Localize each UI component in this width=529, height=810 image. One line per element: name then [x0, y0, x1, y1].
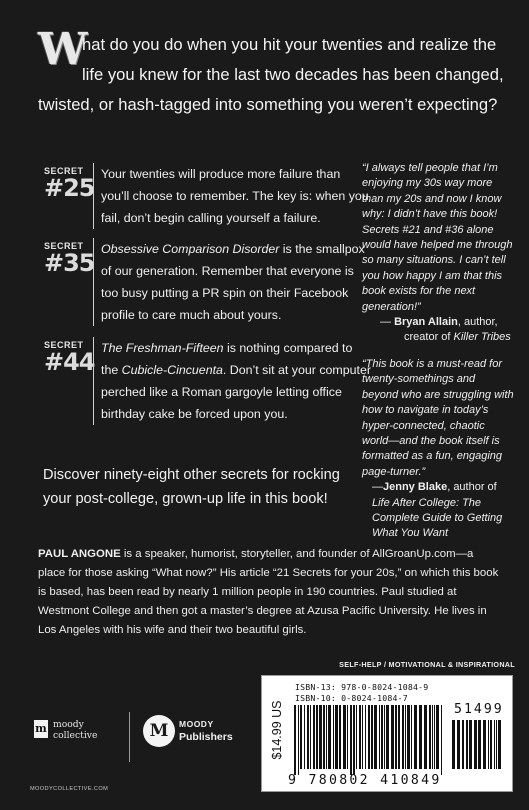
- supplement-barcode: [452, 720, 507, 775]
- author-bio: [38, 545, 503, 640]
- secret-number: #44: [44, 348, 95, 376]
- quote-work: Killer Tribes: [453, 331, 511, 344]
- barcode-bar: [496, 720, 497, 769]
- barcode-bar: [362, 705, 363, 769]
- category-label: SELF-HELP / MOTIVATIONAL & INSPIRATIONAL: [339, 660, 515, 669]
- barcode-bar: [414, 705, 417, 769]
- barcode-bar: [386, 705, 389, 769]
- publisher-url: MOODYCOLLECTIVE.COM: [30, 786, 109, 792]
- barcode-bar: [313, 705, 315, 769]
- barcode-bar: [307, 705, 309, 769]
- endorsement-quote-2: [362, 357, 514, 542]
- secret-body: [93, 337, 371, 425]
- barcode-bar: [347, 705, 348, 769]
- publisher-name-line2: Publishers: [179, 731, 233, 743]
- bio-text: is a speaker, humorist, storyteller, and founder of AllGroanUp.com—a place for those asking “What now?” His article “21 Secrets for your 20s,” on which this book is based, has been read by nearly 1 million people in 190 countries. Paul studied at Westmont College and then got a master’s degree at Azusa Pacific University. He lives in Los Angeles with his wife and their two beautiful girls.: [38, 548, 499, 636]
- price-label: [262, 676, 288, 791]
- barcode-bar: [419, 705, 422, 769]
- quote-author-suffix: , author,: [457, 316, 498, 329]
- barcode-bar: [371, 705, 373, 769]
- secret-text: is the smallpox of our generation. Remember that everyone is too busy putting a PR spin on their Facebook profile to care much about yours.: [101, 242, 365, 322]
- imprint-mark: m: [35, 722, 47, 735]
- barcode-bar: [384, 705, 385, 769]
- quote-author: Bryan Allain: [394, 316, 458, 329]
- barcode-bar: [411, 705, 412, 769]
- secret-label: SECRET: [44, 340, 84, 350]
- barcode-bar: [356, 705, 357, 769]
- intro-text: hat do you do when you hit your twenties and realize the life you knew for the last two decades has been changed, twisted, or hash-tagged into something you weren’t expecting?: [38, 35, 504, 114]
- barcode-bar: [432, 705, 433, 769]
- secret-italic-2: Cubicle-Cincuenta: [121, 363, 223, 377]
- intro-paragraph: [38, 24, 508, 120]
- ean-barcode: [294, 705, 446, 775]
- barcode-bar: [405, 705, 406, 769]
- ean-digits: 9 780802 410849: [288, 773, 442, 788]
- barcode-bar: [462, 720, 464, 769]
- price-text: $14.99 US: [270, 700, 284, 760]
- quote-attribution-line2: [362, 330, 514, 345]
- secret-text-2: . Don’t sit at your computer perched like a Roman gargoyle letting office birthday cake be forced upon you.: [101, 363, 371, 421]
- moody-collective-logo: [34, 716, 119, 756]
- closing-tagline: Discover ninety-eight other secrets for rocking your post-college, grown-up life in this book!: [43, 467, 340, 507]
- barcode-bar: [407, 705, 410, 769]
- barcode-bar: [490, 720, 492, 769]
- secret-text: is nothing compared to the: [101, 341, 353, 377]
- barcode-bar: [333, 705, 334, 769]
- barcode-bar: [441, 705, 442, 775]
- barcode-bar: [343, 705, 346, 769]
- barcode-bar: [298, 705, 299, 775]
- barcode-bar: [436, 705, 439, 769]
- barcode-bar: [381, 705, 383, 769]
- barcode-bar: [488, 720, 489, 769]
- secret-tag: [44, 166, 95, 202]
- quote-author: Jenny Blake: [383, 481, 448, 494]
- barcode-bar: [368, 705, 370, 769]
- moody-circle-mark: [143, 715, 175, 747]
- barcode-bar: [339, 705, 341, 769]
- barcode-bar: [452, 720, 455, 769]
- quote-text: “I always tell people that I’m enjoying my 30s way more than my 20s and now I know why: I didn’t have this book! Secrets #21 and #36 alone would have helped me through so many situations. I can’t tell you how happy I am that this book exists for the next generation!”: [362, 162, 513, 313]
- secret-number: #35: [44, 249, 95, 277]
- barcode-bar: [429, 705, 431, 769]
- publisher-name-line1: MOODY: [179, 719, 214, 729]
- barcode-bar: [316, 705, 318, 769]
- barcode-bar: [350, 705, 352, 775]
- barcode-bar: [353, 705, 355, 775]
- barcode-bar: [328, 705, 331, 769]
- barcode-bar: [474, 720, 477, 769]
- isbn-10: ISBN-10: 0-8024-1084-7: [295, 693, 408, 703]
- barcode-bar: [300, 705, 302, 769]
- barcode-bar: [335, 705, 338, 769]
- drop-cap: W: [38, 24, 86, 75]
- quote-attribution: —Jenny Blake, author of Life After College: The Complete Guide to Getting What You Want: [372, 481, 503, 540]
- endorsement-quote-1: [362, 161, 514, 346]
- barcode-bar: [494, 720, 495, 769]
- moody-collective-mark: [34, 720, 48, 738]
- quote-work: Life After College: The Complete Guide to Getting What You Want: [372, 496, 503, 540]
- imprint-line2: collective: [53, 729, 98, 741]
- secret-label: SECRET: [44, 241, 84, 251]
- barcode-bar: [365, 705, 366, 769]
- barcode-bar: [323, 705, 325, 769]
- logo-divider: [129, 712, 130, 762]
- barcode-bar: [483, 720, 486, 769]
- secret-italic: The Freshman-Fifteen: [101, 341, 224, 355]
- barcode-bar: [466, 720, 468, 769]
- barcode-bar: [310, 705, 311, 769]
- circle-mark-letter: M: [149, 721, 169, 741]
- quote-attribution: — Bryan Allain, author,: [380, 316, 498, 329]
- imprint-line1: moody: [53, 719, 84, 730]
- secret-body: Your twenties will produce more failure than you’ll choose to remember. The key is: when you fail, don’t begin calling yourself a failure.: [93, 163, 371, 229]
- barcode-bar: [469, 720, 472, 769]
- barcode-bar: [498, 720, 501, 769]
- quote-text: “This book is a must-read for twenty-somethings and beyond who are struggling with how to navigate in today’s hyper-connected, chaotic world—and the book itself is formatted as a fun, engaging page-turner.”: [362, 358, 514, 478]
- barcode-bar: [398, 705, 400, 769]
- imprint-name: [53, 720, 97, 741]
- secret-tag: [44, 241, 95, 277]
- barcode-bar: [294, 705, 296, 775]
- quote-author-prefix: creator of: [404, 331, 454, 344]
- barcode-bar: [434, 705, 435, 769]
- secret-tag: [44, 340, 95, 376]
- barcode-bar: [457, 720, 460, 769]
- moody-publishers-logo: [143, 715, 253, 755]
- barcode-bar: [374, 705, 377, 769]
- barcode-bar: [359, 705, 361, 769]
- barcode-bar: [304, 705, 305, 769]
- barcode-bar: [379, 705, 380, 769]
- secret-body: [93, 238, 371, 326]
- secret-label: SECRET: [44, 166, 84, 176]
- barcode-bar: [326, 705, 327, 769]
- barcode-bar: [319, 705, 322, 769]
- barcode-bar: [424, 705, 427, 769]
- quote-author-suffix: , author of: [447, 481, 497, 494]
- barcode-panel: [261, 675, 513, 792]
- isbn-13: ISBN-13: 978-0-8024-1084-9: [295, 682, 429, 692]
- barcode-bar: [402, 705, 404, 769]
- barcode-bar: [391, 705, 394, 769]
- author-name: PAUL ANGONE: [38, 548, 121, 560]
- barcode-bar: [395, 705, 397, 769]
- price-supplement-digits: 51499: [454, 702, 504, 717]
- barcode-bar: [478, 720, 481, 769]
- secret-number: #25: [44, 174, 95, 202]
- secret-italic: Obsessive Comparison Disorder: [101, 242, 280, 256]
